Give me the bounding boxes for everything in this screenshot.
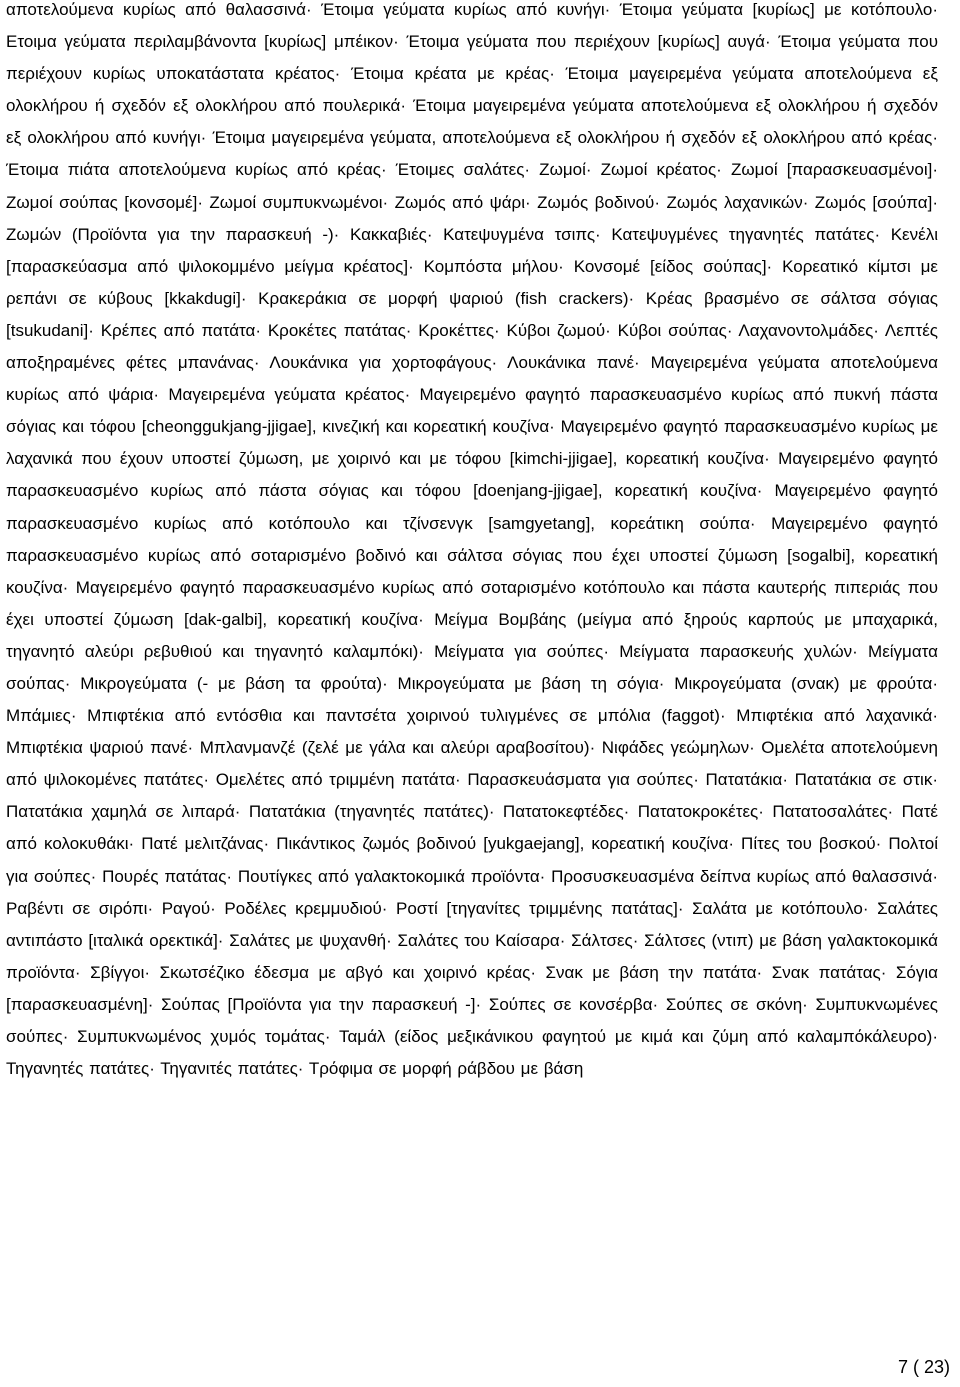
page-number: 7 ( 23) (897, 1357, 950, 1377)
body-text: αποτελούμενα κυρίως από θαλασσινά· Έτοιμα γεύματα κυρίως από κυνήγι· Έτοιμα γεύματα [κυρίως] με κοτόπουλο· Ετοιμα γεύματα περιλαμβάνοντα [κυρίως] μπέικον· Έτοιμα γεύματα που περιέχουν [κυρίως] αυγά· Έτοιμα γεύματα που περιέχουν κυρίως υποκατάστατα κρέατος· Έτοιμα κρέατα με κρέας· Έτοιμα μαγειρεμένα γεύματα αποτελούμενα εξ ολοκλήρου ή σχεδόν εξ ολοκλήρου από πουλερικά· Έτοιμα μαγειρεμένα γεύματα αποτελούμενα εξ ολοκλήρου ή σχεδόν εξ ολοκλήρου από κυνήγι· Έτοιμα μαγειρεμένα γεύματα, αποτελούμενα εξ ολοκλήρου ή σχεδόν εξ ολοκλήρου από κρέας· Έτοιμα πιάτα αποτελούμενα κυρίως από κρέας· Έτοιμες σαλάτες· Ζωμοί· Ζωμοί κρέατος· Ζωμοί [παρασκευασμένοι]· Ζωμοί σούπας [κονσομέ]· Ζωμοί συμπυκνωμένοι· Ζωμός από ψάρι· Ζωμός βοδινού· Ζωμός λαχανικών· Ζωμός [σούπα]· Ζωμών (Προϊόντα για την παρασκευή -)· Κακκαβιές· Κατεψυγμένα τσιπς· Κατεψυγμένες τηγανητές πατάτες· Κενέλι [παρασκεύασμα από ψιλοκομμένο μείγμα κρέατος]· Κομπόστα μήλου· Κονσομέ [είδος σούπας]· Κορεατικό κίμτσι με ρεπάνι σε κύβους [kkakdugi]· Κρακεράκια σε μορφή ψαριού (fish crackers)· Κρέας βρασμένο σε σάλτσα σόγιας [tsukudani]· Κρέπες από πατάτα· Κροκέτες πατάτας· Κροκέττες· Κύβοι ζωμού· Κύβοι σούπας· Λαχανοντολμάδες· Λεπτές αποξηραμένες φέτες μπανάνας· Λουκάνικα για χορτοφάγους· Λουκάνικα πανέ· Μαγειρεμένα γεύματα αποτελούμενα κυρίως από ψάρια· Μαγειρεμένα γεύματα κρέατος· Μαγειρεμένο φαγητό παρασκευασμένο κυρίως από πυκνή πάστα σόγιας και τόφου [cheonggukjang-jjigae], κινεζική και κορεατική κουζίνα· Μαγειρεμένο φαγητό παρασκευασμένο κυρίως με λαχανικά που έχουν υποστεί ζύμωση, με χοιρινό και με τόφου [kimchi-jjigae], κορεατική κουζίνα· Μαγειρεμένο φαγητό παρασκευασμένο κυρίως από πάστα σόγιας και τόφου [doenjang-jjigae], κορεατική κουζίνα· Μαγειρεμένο φαγητό παρασκευασμένο κυρίως από κοτόπουλο και τζίνσενγκ [samgyetang], κορεάτικη σούπα· Μαγειρεμένο φαγητό παρασκευασμένο κυρίως από σοταρισμένο βοδινό και σάλτσα σόγιας που έχει υποστεί ζύμωση [sogalbi], κορεατική κουζίνα· Μαγειρεμένο φαγητό παρασκευασμένο κυρίως από σοταρισμένο κοτόπουλο και πάστα καυτερής πιπεριάς που έχει υποστεί ζύμωση [dak-galbi], κορεατική κουζίνα· Μείγμα Βομβάης (μείγμα από ξηρούς καρπούς με μπαχαρικά, τηγανητό αλεύρι ρεβυθιού και τηγανητό καλαμπόκι)· Μείγματα για σούπες· Μείγματα παρασκευής χυλών· Μείγματα σούπας· Μικρογεύματα (- με βάση τα φρούτα)· Μικρογεύματα με βάση τη σόγια· Μικρογεύματα (σνακ) με φρούτα· Μπάμιες· Μπιφτέκια από εντόσθια και παντσέτα χοιρινού τυλιγμένες σε μπόλια (faggot)· Μπιφτέκια από λαχανικά· Μπιφτέκια ψαριού πανέ· Μπλανμανζέ (ζελέ με γάλα και αλεύρι αραβοσίτου)· Νιφάδες γεώμηλων· Ομελέτα αποτελούμενη από ψιλοκομένες πατάτες· Ομελέτες από τριμμένη πατάτα· Παρασκευάσματα για σούπες· Πατατάκια· Πατατάκια σε στικ· Πατατάκια χαμηλά σε λιπαρά· Πατατάκια (τηγανητές πατάτες)· Πατατοκεφτέδες· Πατατοκροκέτες· Πατατοσαλάτες· Πατέ από κολοκυθάκι· Πατέ μελιτζάνας· Πικάντικος ζωμός βοδινού [yukgaejang], κορεατική κουζίνα· Πίτες του βοσκού· Πολτοί για σούπες· Πουρές πατάτας· Πουτίγκες από γαλακτοκομικά προϊόντα· Προσυσκευασμένα δείπνα κυρίως από θαλασσινά· Ραβέντι σε σιρόπι· Ραγού· Ροδέλες κρεμμυδιού· Ροστί [τηγανίτες τριμμένης πατάτας]· Σαλάτα με κοτόπουλο· Σαλάτες αντιπάστο [ιταλικά ορεκτικά]· Σαλάτες με ψυχανθή· Σαλάτες του Καίσαρα· Σάλτσες· Σάλτσες (ντιπ) με βάση γαλακτοκομικά προϊόντα· Σβίγγοι· Σκωτσέζικο έδεσμα με αβγό και χοιρινό κρέας· Σνακ με βάση την πατάτα· Σνακ πατάτας· Σόγια [παρασκευασμένη]· Σούπας [Προϊόντα για την παρασκευή -]· Σούπες σε κονσέρβα· Σούπες σε σκόνη· Συμπυκνωμένες σούπες· Συμπυκνωμένος χυμός τομάτας· Ταμάλ (είδος μεξικάνικου φαγητού με κιμά και ζύμη από καλαμπόκάλευρο)· Τηγανητές πατάτες· Τηγανιτές πατάτες· Τρόφιμα σε μορφή ράβδου με βάση (6, 0, 938, 1079)
